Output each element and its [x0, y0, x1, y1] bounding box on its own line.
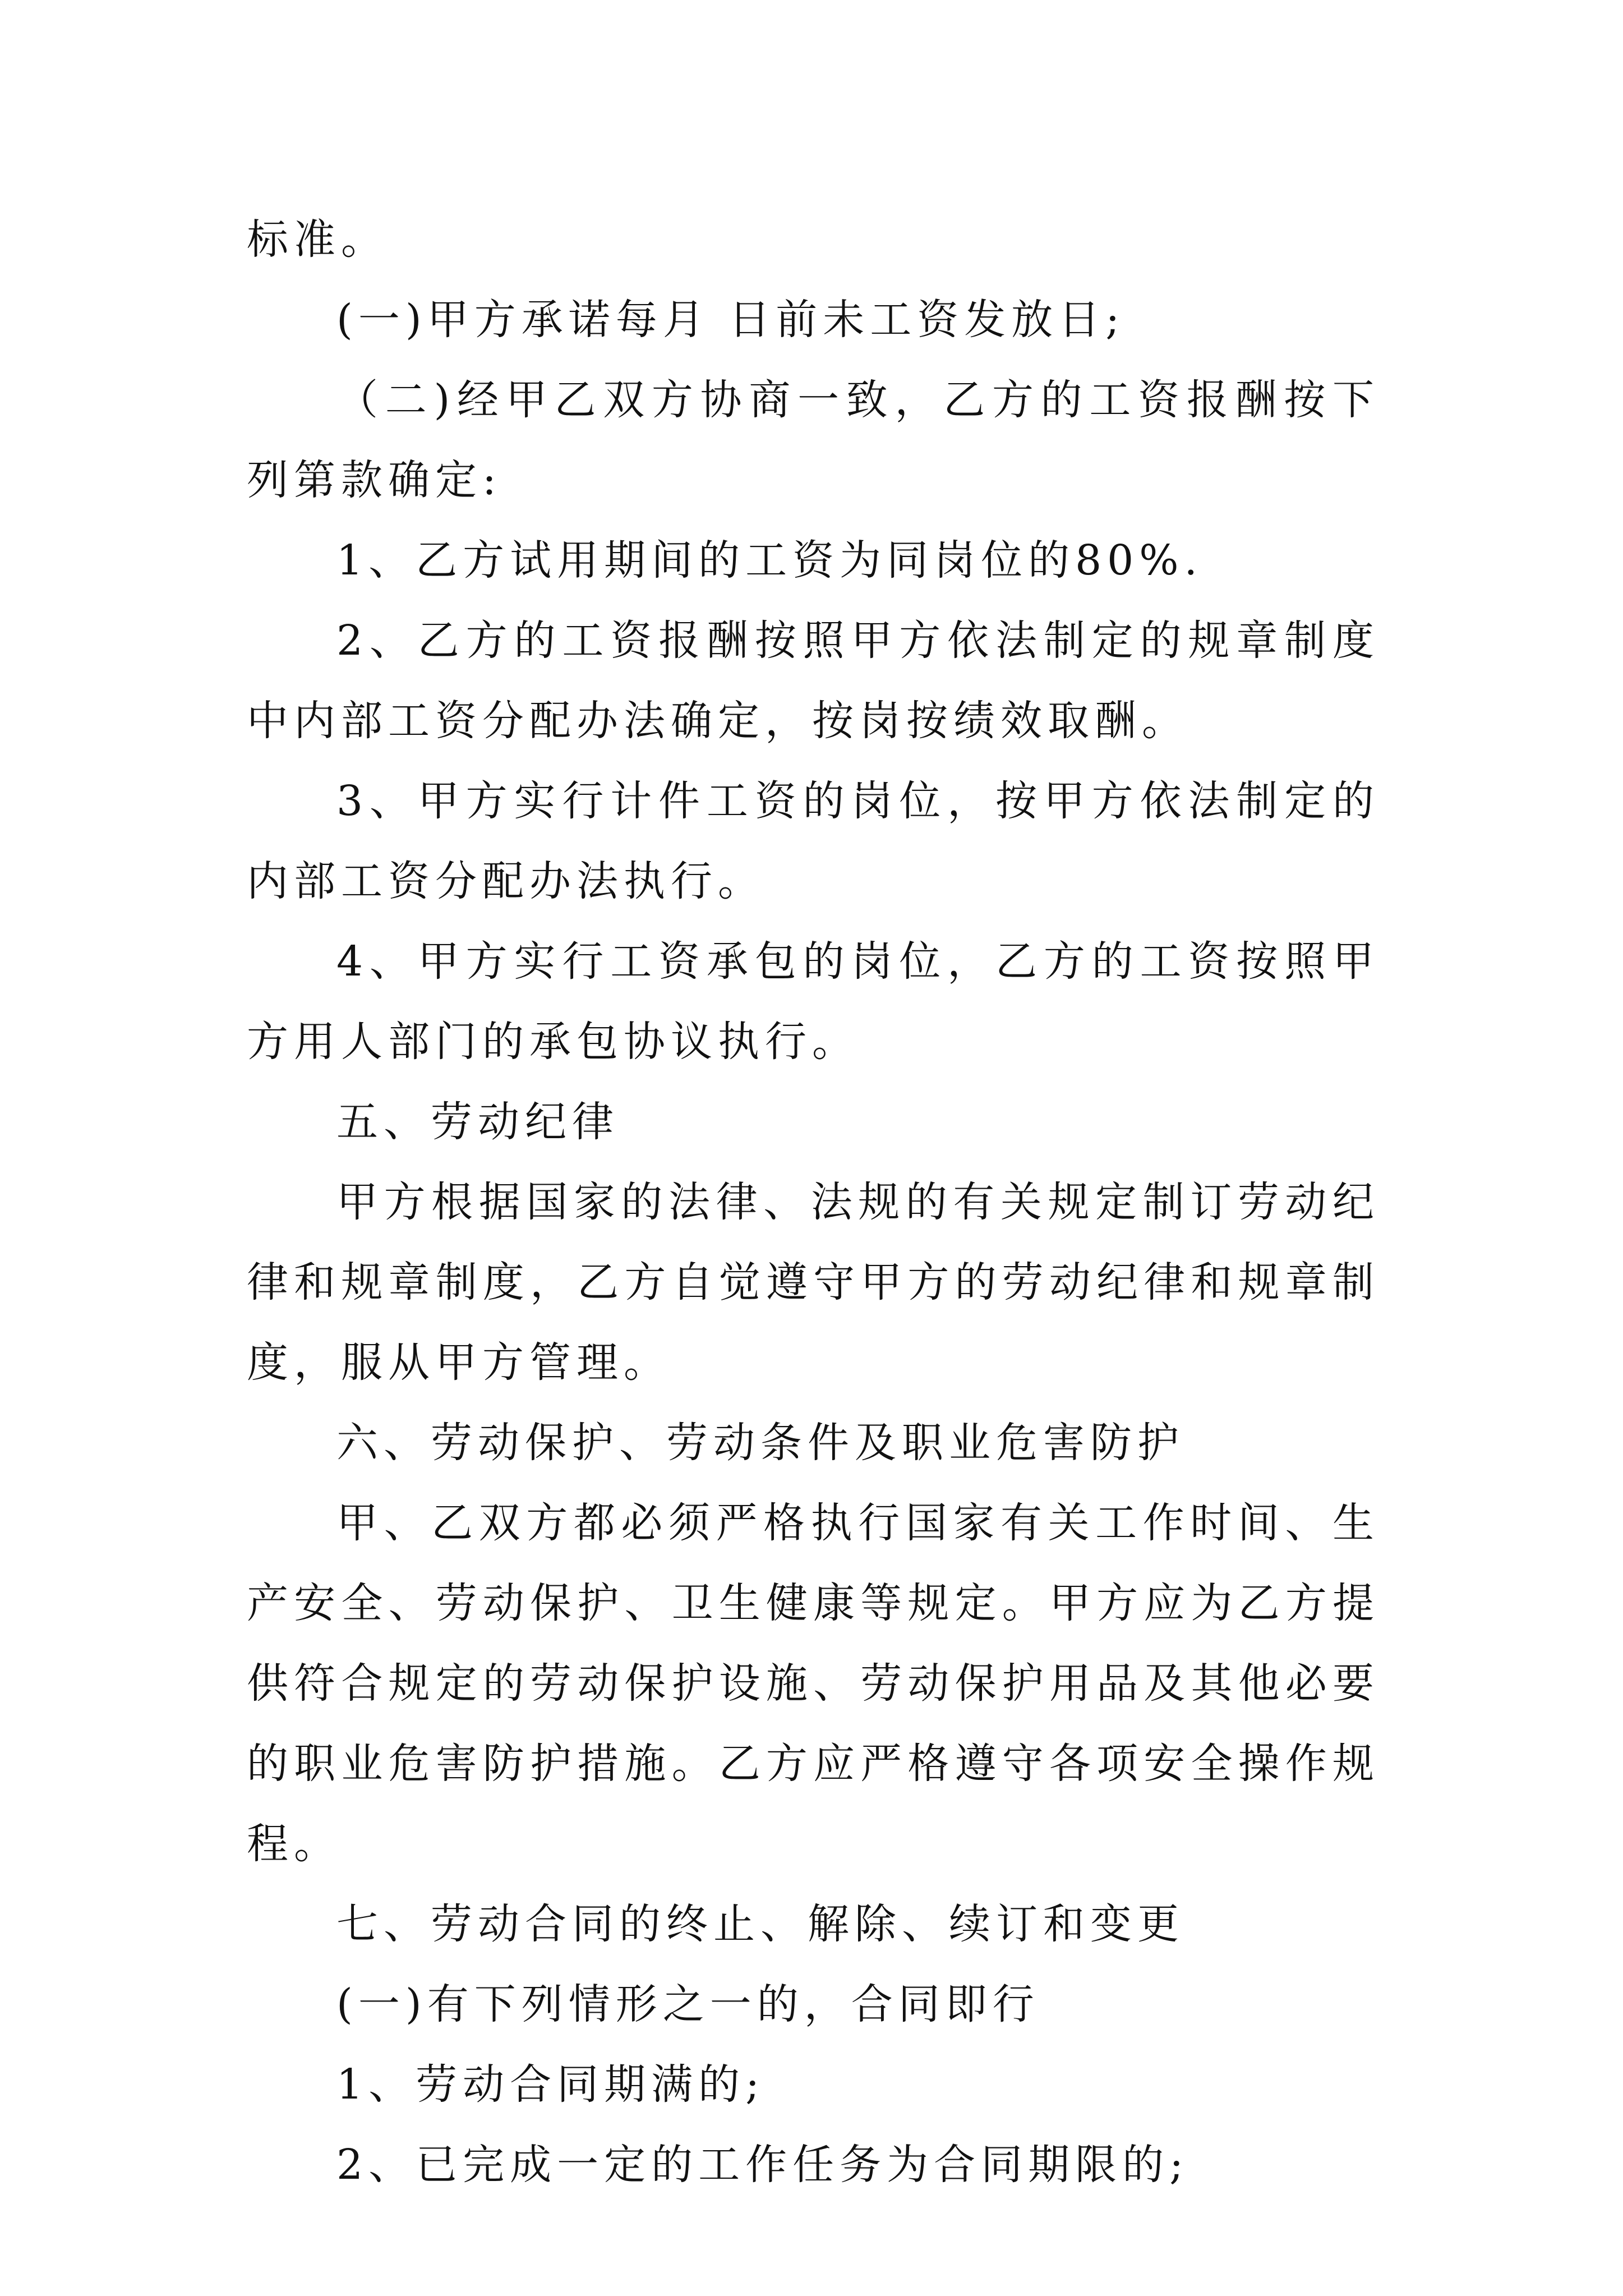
paragraph: 3、甲方实行计件工资的岗位，按甲方依法制定的内部工资分配办法执行。	[247, 777, 1380, 905]
paragraph: 1、劳动合同期满的;	[336, 2060, 766, 2109]
section-heading: 五、劳动纪律	[336, 1098, 619, 1146]
paragraph: 甲方根据国家的法律、法规的有关规定制订劳动纪律和规章制度，乙方自觉遵守甲方的劳动纪律和规章制度，服从甲方管理。	[247, 1178, 1380, 1387]
paragraph: 2、乙方的工资报酬按照甲方依法制定的规章制度中内部工资分配办法确定，按岗按绩效取酬。	[247, 616, 1380, 745]
paragraph: 甲、乙双方都必须严格执行国家有关工作时间、生产安全、劳动保护、卫生健康等规定。甲方应为乙方提供符合规定的劳动保护设施、劳动保护用品及其他必要的职业危害防护措施。乙方应严格遵守各项安全操作规程。	[247, 1499, 1380, 1868]
paragraph: 2、已完成一定的工作任务为合同期限的;	[336, 2141, 1189, 2189]
paragraph: 1、乙方试用期间的工资为同岗位的80%.	[336, 536, 1204, 585]
document-body	[247, 200, 1380, 2205]
section-heading: 六、劳动保护、劳动条件及职业危害防护	[336, 1419, 1184, 1467]
paragraph: （二)经甲乙双方协商一致，乙方的工资报酬按下列第款确定:	[247, 376, 1380, 504]
paragraph: (一)有下列情形之一的，合同即行	[336, 1980, 1040, 2028]
paragraph: 4、甲方实行工资承包的岗位，乙方的工资按照甲方用人部门的承包协议执行。	[247, 937, 1380, 1066]
paragraph: 标准。	[247, 215, 388, 264]
paragraph: (一)甲方承诺每月 日前未工资发放日;	[336, 296, 1126, 344]
section-heading: 七、劳动合同的终止、解除、续订和变更	[336, 1900, 1184, 1948]
